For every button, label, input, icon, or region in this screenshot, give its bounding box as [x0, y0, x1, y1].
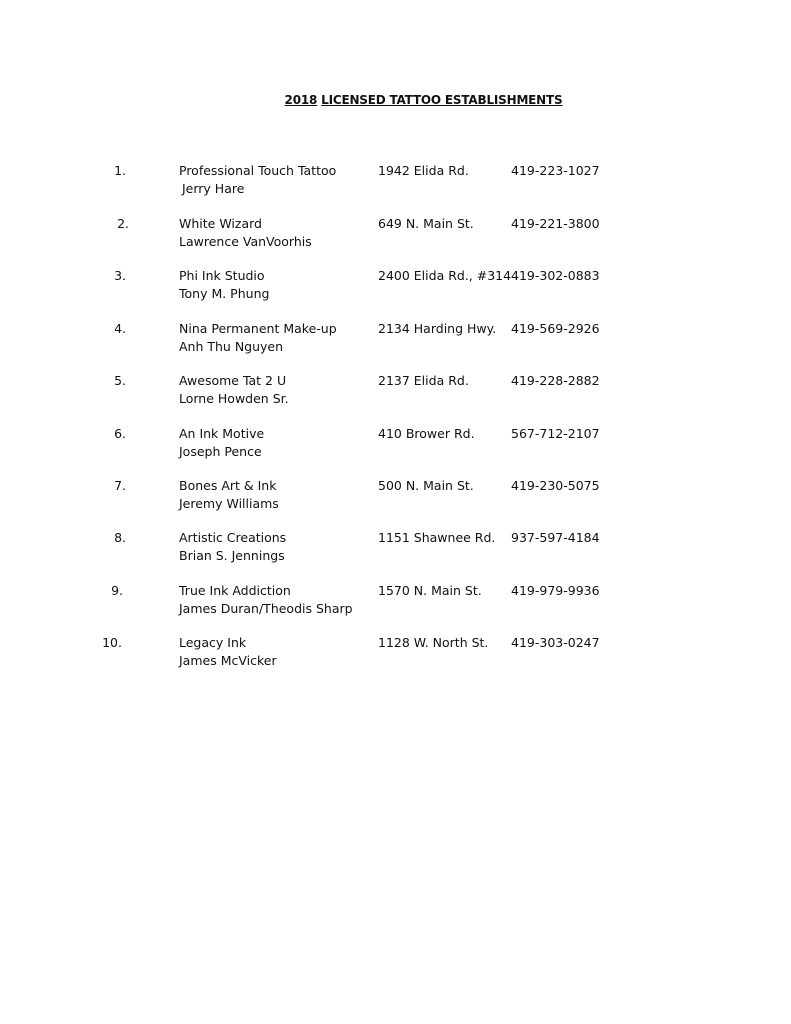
establishment-phone: 419-230-5075 — [511, 478, 600, 493]
establishment-phone: 419-228-2882 — [511, 373, 600, 388]
list-item — [0, 425, 791, 465]
establishment-address: 410 Brower Rd. — [378, 426, 475, 441]
establishment-phone: 419-979-9936 — [511, 583, 600, 598]
entry-number: 10. — [102, 635, 122, 650]
owner-name: Lorne Howden Sr. — [179, 391, 289, 406]
entry-number: 1. — [114, 163, 126, 178]
establishment-address: 2400 Elida Rd., #314 — [378, 268, 512, 283]
owner-name: Tony M. Phung — [179, 286, 270, 301]
title-year: 2018 — [284, 93, 318, 107]
establishment-name: Artistic Creations — [179, 530, 287, 545]
establishment-phone: 419-302-0883 — [511, 268, 600, 283]
list-item — [0, 320, 791, 360]
establishment-name: White Wizard — [179, 216, 262, 231]
owner-name: Jerry Hare — [182, 181, 245, 196]
owner-name: James McVicker — [179, 653, 277, 668]
establishment-address: 1128 W. North St. — [378, 635, 489, 650]
establishment-name: Legacy Ink — [179, 635, 247, 650]
establishment-name: An Ink Motive — [179, 426, 265, 441]
list-item — [0, 634, 791, 674]
establishment-phone: 419-223-1027 — [511, 163, 600, 178]
title-text: LICENSED TATTOO ESTABLISHMENTS — [321, 93, 563, 107]
list-item — [0, 477, 791, 517]
establishment-address: 1570 N. Main St. — [378, 583, 482, 598]
establishment-name: Bones Art & Ink — [179, 478, 277, 493]
owner-name: Anh Thu Nguyen — [179, 339, 284, 354]
establishment-name: Phi Ink Studio — [179, 268, 265, 283]
establishment-phone: 419-303-0247 — [511, 635, 600, 650]
owner-name: Jeremy Williams — [179, 496, 279, 511]
entry-number: 9. — [111, 583, 123, 598]
entry-number: 2. — [117, 216, 129, 231]
owner-name: Brian S. Jennings — [179, 548, 285, 563]
list-item — [0, 215, 791, 255]
entry-number: 5. — [114, 373, 126, 388]
list-item — [0, 529, 791, 569]
establishment-address: 649 N. Main St. — [378, 216, 474, 231]
establishment-phone: 567-712-2107 — [511, 426, 600, 441]
entry-number: 4. — [114, 321, 126, 336]
list-item — [0, 582, 791, 622]
establishment-phone: 937-597-4184 — [511, 530, 600, 545]
establishment-address: 1151 Shawnee Rd. — [378, 530, 496, 545]
list-item — [0, 162, 791, 202]
owner-name: James Duran/Theodis Sharp — [179, 601, 353, 616]
owner-name: Lawrence VanVoorhis — [179, 234, 312, 249]
establishment-address: 2137 Elida Rd. — [378, 373, 469, 388]
owner-name: Joseph Pence — [179, 444, 262, 459]
establishment-name: True Ink Addiction — [179, 583, 291, 598]
entry-number: 7. — [114, 478, 126, 493]
list-item — [0, 372, 791, 412]
establishment-address: 500 N. Main St. — [378, 478, 474, 493]
establishment-name: Professional Touch Tattoo — [179, 163, 337, 178]
establishment-address: 1942 Elida Rd. — [378, 163, 469, 178]
entry-number: 3. — [114, 268, 126, 283]
page-title — [0, 93, 791, 107]
entry-number: 6. — [114, 426, 126, 441]
list-item — [0, 267, 791, 307]
establishment-name: Awesome Tat 2 U — [179, 373, 287, 388]
establishment-name: Nina Permanent Make-up — [179, 321, 337, 336]
entry-number: 8. — [114, 530, 126, 545]
establishment-phone: 419-569-2926 — [511, 321, 600, 336]
establishment-address: 2134 Harding Hwy. — [378, 321, 497, 336]
establishment-phone: 419-221-3800 — [511, 216, 600, 231]
